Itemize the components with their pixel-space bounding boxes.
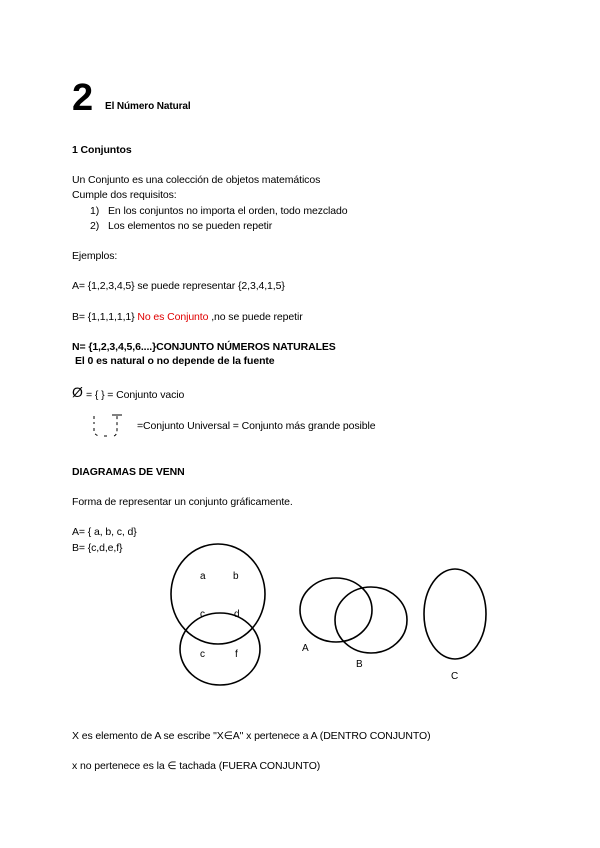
naturals-zero-note: El 0 es natural o no depende de la fuente <box>75 355 275 367</box>
venn-circle-b <box>180 613 260 685</box>
requirement-2-number: 2) <box>90 220 100 232</box>
venn-label-f: f <box>235 649 238 660</box>
venn-label-b: b <box>233 571 239 582</box>
universal-set-text: =Conjunto Universal = Conjunto más grande posible <box>137 420 376 432</box>
example-2-warning: No es Conjunto <box>137 311 209 323</box>
section-heading: 1 Conjuntos <box>72 144 132 156</box>
requirement-1: En los conjuntos no importa el orden, todo mezclado <box>108 205 348 217</box>
venn-label-a: a <box>200 571 206 582</box>
example-2-reason: ,no se puede repetir <box>211 311 303 323</box>
naturals-definition: N= {1,2,3,4,5,6....}CONJUNTO NÚMEROS NATURALES <box>72 341 336 353</box>
intro-line-1: Un Conjunto es una colección de objetos matemáticos <box>72 174 321 186</box>
chapter-title: El Número Natural <box>105 101 191 112</box>
examples-label: Ejemplos: <box>72 250 118 262</box>
venn-label-B: B <box>356 659 363 670</box>
set-a-definition: A= { a, b, c, d} <box>72 526 137 538</box>
membership-line-2: x no pertenece es la ∈ tachada (FUERA CONJUNTO) <box>72 760 321 772</box>
venn-circle-a <box>171 544 265 644</box>
example-1: A= {1,2,3,4,5} se puede representar {2,3,4,1,5} <box>72 280 285 292</box>
venn-label-c-lower: c <box>200 649 205 660</box>
example-2-set: B= {1,1,1,1,1} <box>72 311 135 323</box>
venn-label-c: c <box>200 609 205 620</box>
membership-line-1: X es elemento de A se escribe "X∈A" x pertenece a A (DENTRO CONJUNTO) <box>72 730 431 742</box>
set-b-definition: B= {c,d,e,f} <box>72 542 123 554</box>
requirement-1-number: 1) <box>90 205 100 217</box>
venn-description: Forma de representar un conjunto gráficamente. <box>72 496 293 508</box>
venn-label-A: A <box>302 643 309 654</box>
empty-set-icon: Ø <box>72 384 83 400</box>
venn-circle-c <box>424 569 486 659</box>
requirement-2: Los elementos no se pueden repetir <box>108 220 273 232</box>
venn-heading: DIAGRAMAS DE VENN <box>72 466 185 478</box>
venn-label-d: d <box>234 609 240 620</box>
venn-label-C: C <box>451 671 459 682</box>
chapter-number: 2 <box>72 77 94 119</box>
intro-line-2: Cumple dos requisitos: <box>72 189 177 201</box>
empty-set-text: = { } = Conjunto vacio <box>86 389 185 401</box>
